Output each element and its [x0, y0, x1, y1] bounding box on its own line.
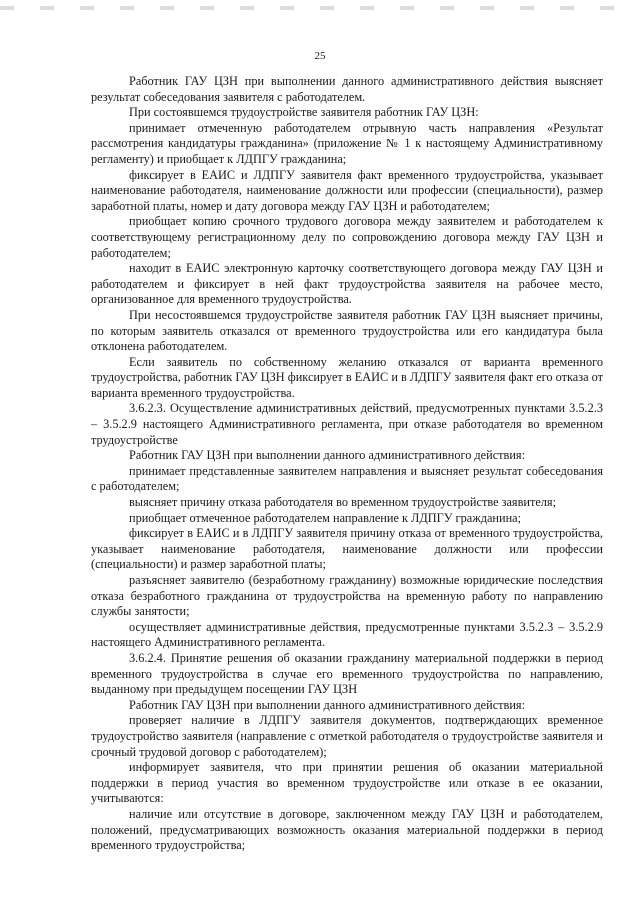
- paragraph: При состоявшемся трудоустройстве заявителя работник ГАУ ЦЗН:: [129, 105, 479, 120]
- paragraph: Работник ГАУ ЦЗН при выполнении данного административного действия выясняет результат собеседования заявителя с работодателем.: [91, 74, 603, 104]
- paragraph: приобщает отмеченное работодателем направление к ЛДПГУ гражданина;: [129, 510, 522, 525]
- section-heading: 3.6.2.3. Осуществление административных действий, предусмотренных пунктами 3.5.2.3 – 3.5.2.9 настоящего Административного регламента, при отказе работодателя во временном трудоустройстве: [91, 401, 603, 447]
- paragraph: фиксирует в ЕАИС и ЛДПГУ заявителя факт временного трудоустройства, указывает наименование работодателя, наименование должности или профессии (специальности), размер заработной платы, номер и дату договора между ГАУ ЦЗН и работодателем;: [91, 167, 603, 213]
- paragraph: проверяет наличие в ЛДПГУ заявителя документов, подтверждающих временное трудоустройство заявителя (направление с отметкой работодателя о трудоустройстве заявителя и срочный трудовой договор с работодателем);: [91, 713, 603, 759]
- paragraph: При несостоявшемся трудоустройстве заявителя работник ГАУ ЦЗН выясняет причины, по которым заявитель отказался от временного трудоустройства или его кандидатура была отклонена работодателем.: [91, 307, 603, 354]
- paragraph: Работник ГАУ ЦЗН при выполнении данного административного действия:: [129, 448, 526, 463]
- paragraph: находит в ЕАИС электронную карточку соответствующего договора между ГАУ ЦЗН и работодателем и фиксирует в ней факт трудоустройства заявителя на рабочее место, организованное для временного трудоустройства.: [91, 261, 603, 307]
- section-heading: 3.6.2.4. Принятие решения об оказании гражданину материальной поддержки в период временного трудоустройства в случае его временного трудоустройства по направлению, выданному при предыдущем посещении ГАУ ЦЗН: [91, 650, 603, 697]
- paragraph: разъясняет заявителю (безработному гражданину) возможные юридические последствия отказа безработного гражданина от трудоустройства на временную работу по направлению службы занятости;: [91, 573, 603, 619]
- paragraph: информирует заявителя, что при принятии решения об оказании материальной поддержки в период участия во временном трудоустройстве или отказе в ее оказании, учитываются:: [91, 760, 603, 806]
- paragraph: Если заявитель по собственному желанию отказался от варианта временного трудоустройства, работник ГАУ ЦЗН фиксирует в ЕАИС и в ЛДПГУ заявителя факт его отказа от варианта временного трудоустройства.: [91, 354, 603, 400]
- paragraph: принимает представленные заявителем направления и выясняет результат собеседования с работодателем;: [91, 463, 603, 494]
- scan-artifact-strip: [0, 6, 640, 10]
- paragraph: фиксирует в ЕАИС и в ЛДПГУ заявителя причину отказа от временного трудоустройства, указывает наименование работодателя, наименование должности или профессии (специальности) и размер заработной платы;: [91, 526, 603, 572]
- paragraph: приобщает копию срочного трудового договора между заявителем и работодателем к соответствующему регистрационному делу по сопровождению договора между ГАУ ЦЗН и работодателем;: [91, 214, 603, 260]
- document-body: [91, 74, 603, 854]
- paragraph: принимает отмеченную работодателем отрывную часть направления «Результат рассмотрения кандидатуры гражданина» (приложение № 1 к настоящему Административному регламенту) и приобщает к ЛДПГУ гражданина;: [91, 120, 603, 166]
- paragraph: осуществляет административные действия, предусмотренные пунктами 3.5.2.3 – 3.5.2.9 настоящего Административного регламента.: [91, 619, 603, 650]
- paragraph: Работник ГАУ ЦЗН при выполнении данного административного действия:: [129, 697, 526, 712]
- page-number: 25: [314, 50, 326, 62]
- paragraph: наличие или отсутствие в договоре, заключенном между ГАУ ЦЗН и работодателем, положений, предусматривающих возможность оказания материальной поддержки в период временного трудоустройства;: [91, 806, 603, 853]
- paragraph: выясняет причину отказа работодателя во временном трудоустройстве заявителя;: [129, 495, 557, 510]
